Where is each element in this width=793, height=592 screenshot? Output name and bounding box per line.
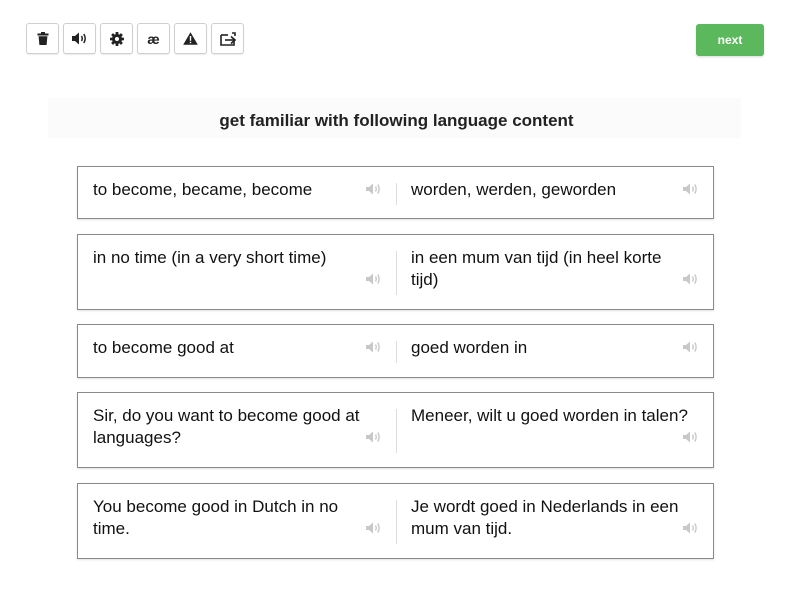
source-phrase: to become good at bbox=[93, 338, 234, 357]
switch-direction-icon bbox=[220, 32, 236, 46]
speaker-icon bbox=[366, 431, 381, 443]
target-phrase-cell bbox=[396, 484, 713, 558]
switch-direction-button[interactable] bbox=[211, 23, 244, 54]
phrase-pair-card bbox=[77, 324, 714, 378]
target-speaker-button[interactable] bbox=[683, 273, 698, 285]
special-characters-button[interactable] bbox=[137, 23, 170, 54]
phrase-pair-card bbox=[77, 392, 714, 468]
phrase-pair-card bbox=[77, 483, 714, 559]
target-phrase-cell bbox=[396, 235, 713, 309]
instruction-text: get familiar with following language content bbox=[219, 111, 574, 130]
source-speaker-button[interactable] bbox=[366, 341, 381, 353]
speaker-icon bbox=[683, 183, 698, 195]
target-phrase: Meneer, wilt u goed worden in talen? bbox=[411, 406, 688, 425]
source-phrase: to become, became, become bbox=[93, 180, 313, 199]
delete-button[interactable] bbox=[26, 23, 59, 54]
target-phrase: in een mum van tijd (in heel korte tijd) bbox=[411, 248, 662, 289]
report-button[interactable] bbox=[174, 23, 207, 54]
target-speaker-button[interactable] bbox=[683, 341, 698, 353]
toolbar bbox=[26, 23, 244, 54]
target-phrase: worden, werden, geworden bbox=[411, 180, 617, 199]
target-speaker-button[interactable] bbox=[683, 522, 698, 534]
gear-icon bbox=[110, 32, 124, 46]
next-button[interactable]: next bbox=[696, 24, 764, 56]
phrase-pair-card bbox=[77, 234, 714, 310]
source-phrase: You become good in Dutch in no time. bbox=[93, 497, 339, 538]
source-phrase-cell bbox=[78, 484, 396, 558]
special-characters-label: æ bbox=[147, 30, 160, 47]
target-phrase-cell bbox=[396, 325, 713, 377]
source-phrase: Sir, do you want to become good at languages? bbox=[93, 406, 360, 447]
source-speaker-button[interactable] bbox=[366, 273, 381, 285]
target-speaker-button[interactable] bbox=[683, 183, 698, 195]
target-speaker-button[interactable] bbox=[683, 431, 698, 443]
audio-button[interactable] bbox=[63, 23, 96, 54]
speaker-icon bbox=[683, 522, 698, 534]
source-speaker-button[interactable] bbox=[366, 431, 381, 443]
speaker-icon bbox=[366, 183, 381, 195]
source-phrase-cell bbox=[78, 235, 396, 309]
source-phrase-cell bbox=[78, 393, 396, 467]
source-phrase-cell bbox=[78, 167, 396, 218]
target-phrase-cell bbox=[396, 393, 713, 467]
speaker-icon bbox=[366, 273, 381, 285]
phrase-pair-card bbox=[77, 166, 714, 219]
speaker-icon bbox=[683, 273, 698, 285]
speaker-icon bbox=[366, 341, 381, 353]
speaker-icon bbox=[366, 522, 381, 534]
source-phrase: in no time (in a very short time) bbox=[93, 248, 327, 267]
source-speaker-button[interactable] bbox=[366, 183, 381, 195]
speaker-icon bbox=[72, 32, 88, 45]
trash-icon bbox=[37, 32, 49, 45]
warning-icon bbox=[183, 32, 198, 45]
speaker-icon bbox=[683, 431, 698, 443]
target-phrase: goed worden in bbox=[411, 338, 528, 357]
settings-button[interactable] bbox=[100, 23, 133, 54]
source-speaker-button[interactable] bbox=[366, 522, 381, 534]
target-phrase-cell bbox=[396, 167, 713, 218]
source-phrase-cell bbox=[78, 325, 396, 377]
target-phrase: Je wordt goed in Nederlands in een mum van tijd. bbox=[411, 497, 679, 538]
speaker-icon bbox=[683, 341, 698, 353]
